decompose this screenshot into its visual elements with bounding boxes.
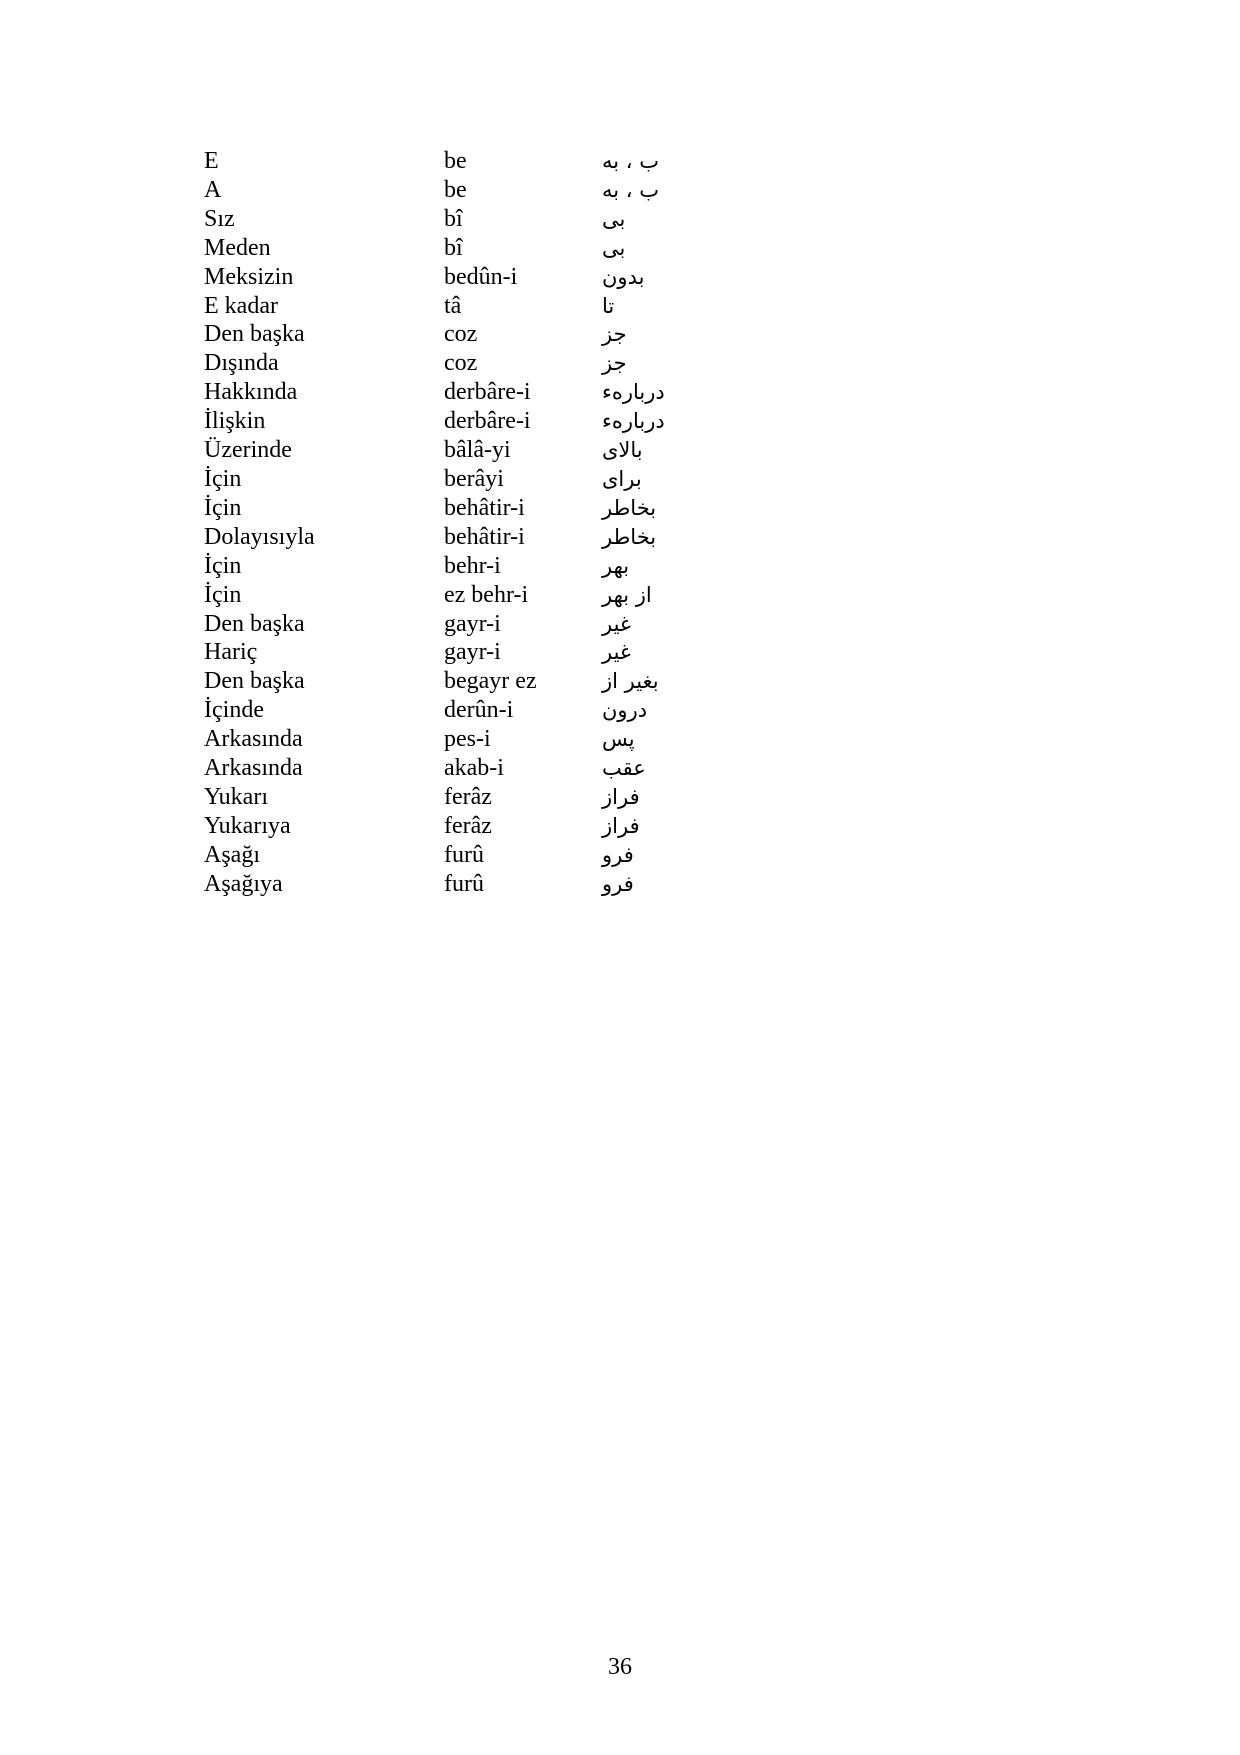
- persian-word: عقب: [602, 756, 646, 781]
- persian-word: از بهر: [602, 582, 652, 607]
- persian-word: بخاطر: [602, 524, 657, 549]
- vocab-row: [204, 725, 722, 754]
- turkish-word: Dışında: [204, 350, 279, 377]
- vocab-row: [204, 147, 722, 176]
- transliteration: bî: [444, 234, 463, 261]
- persian-cell: [602, 812, 722, 841]
- persian-cell: [602, 610, 722, 639]
- persian-word: دربارهء: [602, 409, 665, 434]
- vocab-row: [204, 696, 722, 725]
- transliteration: bedûn-i: [444, 263, 518, 290]
- transliteration: behr-i: [444, 552, 501, 579]
- vocab-row: [204, 349, 722, 378]
- turkish-word: İçin: [204, 552, 242, 579]
- turkish-word: Den başka: [204, 668, 305, 695]
- persian-cell: [602, 841, 722, 870]
- persian-word: غیر: [602, 611, 631, 636]
- vocab-row: [204, 176, 722, 205]
- vocabulary-table-body: [204, 147, 722, 899]
- persian-cell: [602, 783, 722, 812]
- persian-word: فرو: [602, 871, 634, 896]
- transliteration: bî: [444, 205, 463, 232]
- vocab-row: [204, 320, 722, 349]
- turkish-word: E: [204, 148, 219, 174]
- vocab-row: [204, 841, 722, 870]
- persian-word: بخاطر: [602, 495, 657, 520]
- turkish-word: İçin: [204, 494, 242, 521]
- transliteration: derûn-i: [444, 697, 514, 724]
- turkish-word: Arkasında: [204, 726, 303, 753]
- persian-word: بدون: [602, 264, 645, 289]
- persian-word: ب ، به: [602, 149, 660, 173]
- persian-cell: [602, 292, 722, 321]
- turkish-word: A: [204, 176, 222, 203]
- persian-word: برای: [602, 466, 642, 491]
- persian-word: ب ، به: [602, 177, 660, 202]
- turkish-word: Hariç: [204, 639, 258, 666]
- persian-word: بهر: [602, 553, 630, 578]
- transliteration: berâyi: [444, 465, 504, 492]
- transliteration: gayr-i: [444, 610, 501, 637]
- persian-word: فرو: [602, 842, 634, 867]
- persian-cell: [602, 581, 722, 610]
- vocab-row: [204, 610, 722, 639]
- turkish-word: Den başka: [204, 321, 305, 348]
- persian-cell: [602, 263, 722, 292]
- persian-word: بی: [602, 235, 626, 260]
- transliteration: be: [444, 148, 467, 174]
- transliteration: akab-i: [444, 755, 504, 782]
- vocab-row: [204, 263, 722, 292]
- turkish-word: Hakkında: [204, 379, 298, 406]
- transliteration: coz: [444, 321, 478, 348]
- vocab-row: [204, 581, 722, 610]
- persian-cell: [602, 638, 722, 667]
- turkish-word: Aşağı: [204, 841, 260, 868]
- persian-word: جز: [602, 322, 627, 347]
- persian-word: جز: [602, 351, 627, 376]
- persian-cell: [602, 436, 722, 465]
- persian-word: بی: [602, 206, 626, 231]
- persian-cell: [602, 234, 722, 263]
- turkish-word: Meden: [204, 234, 271, 261]
- transliteration: derbâre-i: [444, 408, 531, 435]
- transliteration: ferâz: [444, 783, 492, 810]
- transliteration: behâtir-i: [444, 523, 525, 550]
- vocab-row: [204, 205, 722, 234]
- persian-cell: [602, 349, 722, 378]
- persian-cell: [602, 494, 722, 523]
- transliteration: furû: [444, 870, 484, 897]
- persian-cell: [602, 407, 722, 436]
- persian-cell: [602, 147, 722, 176]
- turkish-word: İçinde: [204, 697, 264, 724]
- persian-cell: [602, 320, 722, 349]
- vocab-row: [204, 494, 722, 523]
- persian-cell: [602, 696, 722, 725]
- turkish-word: Dolayısıyla: [204, 523, 315, 550]
- transliteration: behâtir-i: [444, 494, 525, 521]
- persian-cell: [602, 725, 722, 754]
- persian-word: بغیر از: [602, 669, 659, 694]
- persian-word: پس: [602, 727, 635, 752]
- transliteration: ferâz: [444, 812, 492, 839]
- vocab-row: [204, 870, 722, 899]
- transliteration: derbâre-i: [444, 379, 531, 406]
- transliteration: begayr ez: [444, 668, 537, 695]
- transliteration: pes-i: [444, 726, 491, 753]
- persian-word: بالای: [602, 438, 643, 463]
- turkish-word: Sız: [204, 205, 235, 232]
- turkish-word: Yukarı: [204, 783, 268, 810]
- persian-cell: [602, 465, 722, 494]
- transliteration: ez behr-i: [444, 581, 529, 608]
- vocab-row: [204, 292, 722, 321]
- transliteration: be: [444, 176, 467, 203]
- page-number: 36: [608, 1654, 632, 1680]
- persian-cell: [602, 176, 722, 205]
- vocab-row: [204, 407, 722, 436]
- persian-word: دربارهء: [602, 380, 665, 405]
- transliteration: gayr-i: [444, 639, 501, 666]
- transliteration: tâ: [444, 292, 462, 319]
- turkish-word: E kadar: [204, 292, 278, 319]
- vocab-row: [204, 465, 722, 494]
- persian-word: درون: [602, 698, 648, 723]
- vocab-row: [204, 234, 722, 263]
- transliteration: furû: [444, 841, 484, 868]
- turkish-word: İçin: [204, 465, 242, 492]
- vocab-row: [204, 783, 722, 812]
- turkish-word: Arkasında: [204, 755, 303, 782]
- vocab-row: [204, 812, 722, 841]
- turkish-word: İlişkin: [204, 408, 266, 435]
- persian-cell: [602, 754, 722, 783]
- turkish-word: Meksizin: [204, 263, 294, 290]
- vocab-row: [204, 552, 722, 581]
- persian-cell: [602, 870, 722, 899]
- persian-cell: [602, 378, 722, 407]
- vocab-row: [204, 638, 722, 667]
- vocab-row: [204, 754, 722, 783]
- persian-cell: [602, 667, 722, 696]
- persian-word: غیر: [602, 640, 631, 665]
- vocabulary-table: [204, 147, 722, 899]
- turkish-word: Yukarıya: [204, 812, 291, 839]
- transliteration: bâlâ-yi: [444, 437, 511, 464]
- vocab-row: [204, 378, 722, 407]
- vocab-row: [204, 436, 722, 465]
- turkish-word: Üzerinde: [204, 437, 292, 464]
- persian-cell: [602, 205, 722, 234]
- vocab-row: [204, 667, 722, 696]
- vocab-row: [204, 523, 722, 552]
- persian-word: فراز: [602, 813, 640, 838]
- persian-cell: [602, 523, 722, 552]
- turkish-word: Aşağıya: [204, 870, 283, 897]
- transliteration: coz: [444, 350, 478, 377]
- turkish-word: Den başka: [204, 610, 305, 637]
- persian-word: فراز: [602, 784, 640, 809]
- turkish-word: İçin: [204, 581, 242, 608]
- persian-word: تا: [602, 293, 615, 318]
- persian-cell: [602, 552, 722, 581]
